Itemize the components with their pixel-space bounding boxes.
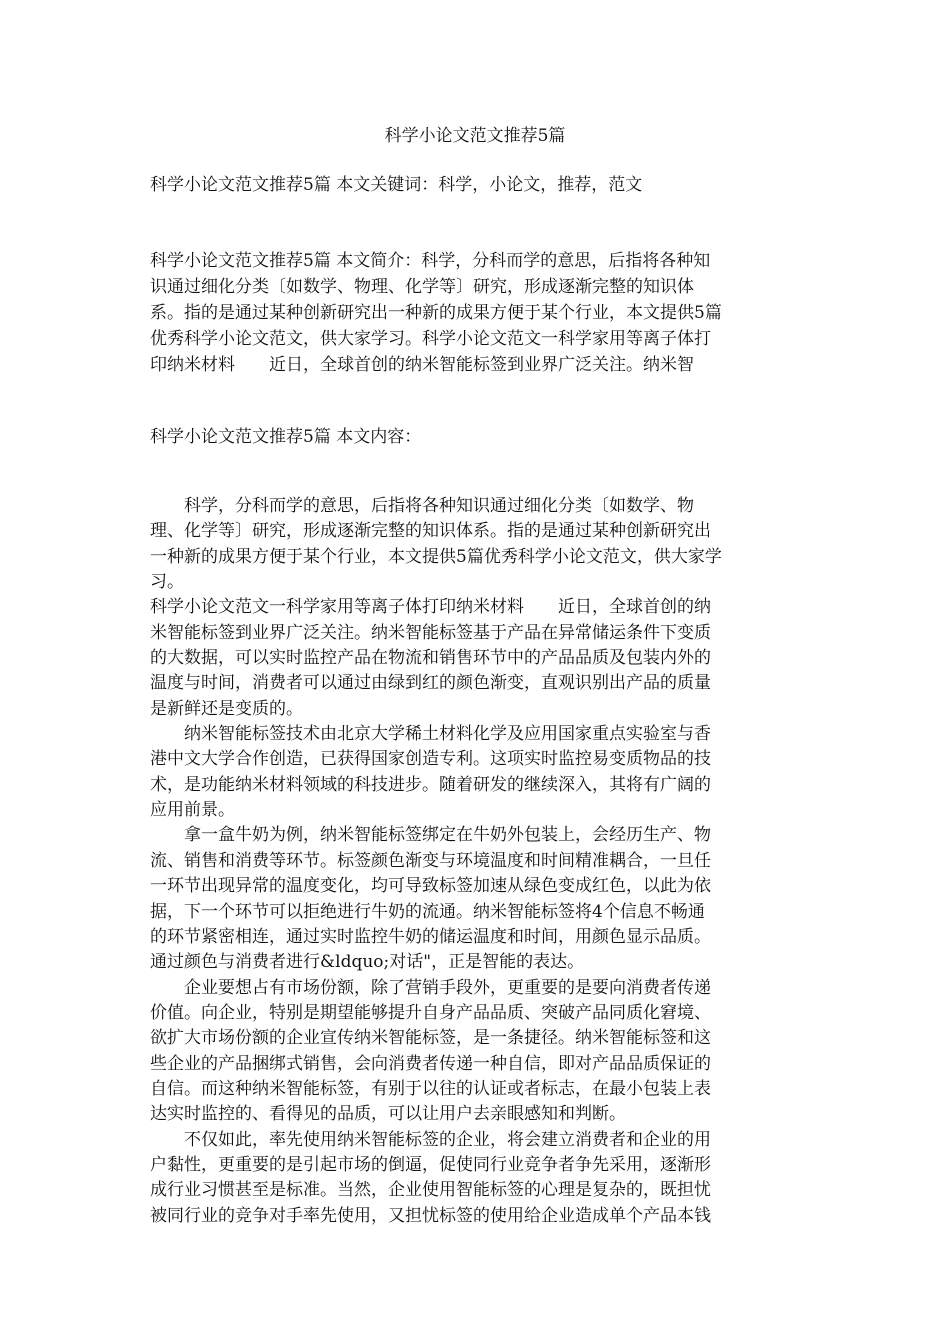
body-line: 温度与时间，消费者可以通过由绿到红的颜色渐变，直观识别出产品的质量 <box>150 673 711 694</box>
body-line: 科学，分科而学的意思，后指将各种知识通过细化分类〔如数学、物 <box>150 496 694 516</box>
body-line: 流、销售和消费等环节。标签颜色渐变与环境温度和时间精准耦合，一旦任 <box>150 850 711 871</box>
intro-line: 印纳米材料 近日，全球首创的纳米智能标签到业界广泛关注。纳米智 <box>150 355 694 375</box>
body-line: 自信。而这种纳米智能标签，有别于以往的认证或者标志，在最小包装上表 <box>150 1078 711 1099</box>
body-line: 的环节紧密相连，通过实时监控牛奶的储运温度和时间，用颜色显示品质。 <box>150 926 711 947</box>
body-line: 港中文大学合作创造，已获得国家创造专利。这项实时监控易变质物品的技 <box>150 749 711 770</box>
body-line: 欲扩大市场份额的企业宣传纳米智能标签，是一条捷径。纳米智能标签和这 <box>150 1028 711 1049</box>
body-text <box>150 494 810 1229</box>
body-line: 术，是功能纳米材料领域的科技进步。随着研发的继续深入，其将有广阔的 <box>150 774 711 795</box>
body-line: 习。 <box>150 572 184 593</box>
body-line: 米智能标签到业界广泛关注。纳米智能标签基于产品在异常储运条件下变质 <box>150 622 711 643</box>
body-line: 一种新的成果方便于某个行业，本文提供5篇优秀科学小论文范文，供大家学 <box>150 546 722 567</box>
intro-line: 系。指的是通过某种创新研究出一种新的成果方便于某个行业，本文提供5篇 <box>150 303 722 323</box>
intro-paragraph <box>150 248 810 378</box>
body-line: 企业要想占有市场份额，除了营销手段外，更重要的是要向消费者传递 <box>150 977 711 998</box>
body-line: 纳米智能标签技术由北京大学稀土材料化学及应用国家重点实验室与香 <box>150 724 711 745</box>
document-title: 科学小论文范文推荐5篇 <box>384 126 566 146</box>
body-line: 一环节出现异常的温度变化，均可导致标签加速从绿色变成红色，以此为依 <box>150 876 711 897</box>
intro-line: 识通过细化分类〔如数学、物理、化学等〕研究，形成逐渐完整的知识体 <box>150 277 694 297</box>
keywords-line: 科学小论文范文推荐5篇 本文关键词：科学，小论文，推荐，范文 <box>150 175 643 195</box>
intro-line: 优秀科学小论文范文，供大家学习。科学小论文范文一科学家用等离子体打 <box>150 329 711 349</box>
body-line: 通过颜色与消费者进行&ldquo;对话"，正是智能的表达。 <box>150 952 585 973</box>
intro-line: 科学小论文范文推荐5篇 本文简介：科学，分科而学的意思，后指将各种知 <box>150 251 711 271</box>
body-line: 理、化学等〕研究，形成逐渐完整的知识体系。指的是通过某种创新研究出 <box>150 521 711 542</box>
body-line: 价值。向企业，特别是期望能够提升自身产品品质、突破产品同质化窘境、 <box>150 1002 711 1023</box>
body-line: 据，下一个环节可以拒绝进行牛奶的流通。纳米智能标签将4个信息不畅通 <box>150 901 705 922</box>
body-line: 户黏性，更重要的是引起市场的倒逼，促使同行业竞争者争先采用，逐渐形 <box>150 1154 711 1175</box>
body-line: 是新鲜还是变质的。 <box>150 698 303 719</box>
body-line: 拿一盒牛奶为例，纳米智能标签绑定在牛奶外包装上，会经历生产、物 <box>150 825 711 846</box>
body-line: 些企业的产品捆绑式销售，会向消费者传递一种自信，即对产品品质保证的 <box>150 1053 711 1074</box>
body-line: 被同行业的竞争对手率先使用，又担忧标签的使用给企业造成单个产品本钱 <box>150 1205 711 1226</box>
body-line: 科学小论文范文一科学家用等离子体打印纳米材料 近日，全球首创的纳 <box>150 597 711 618</box>
body-line: 的大数据，可以实时监控产品在物流和销售环节中的产品品质及包装内外的 <box>150 648 711 669</box>
body-line: 达实时监控的、看得见的品质，可以让用户去亲眼感知和判断。 <box>150 1104 626 1125</box>
content-label: 科学小论文范文推荐5篇 本文内容： <box>150 427 422 447</box>
body-line: 不仅如此，率先使用纳米智能标签的企业，将会建立消费者和企业的用 <box>150 1129 711 1150</box>
body-line: 应用前景。 <box>150 800 235 821</box>
body-line: 成行业习惯甚至是标准。当然，企业使用智能标签的心理是复杂的，既担忧 <box>150 1180 711 1201</box>
